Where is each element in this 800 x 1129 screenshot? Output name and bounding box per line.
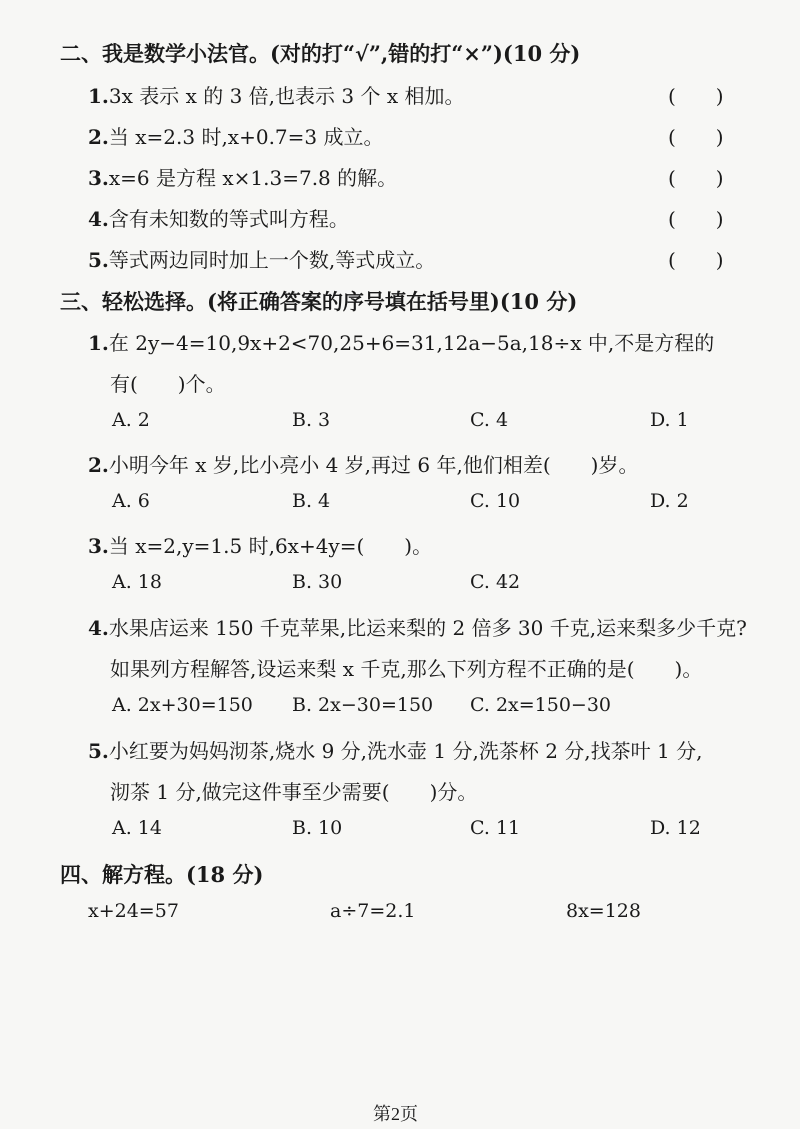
tf-item-4: [88, 203, 349, 232]
page-number: 第2页: [373, 1104, 418, 1124]
question-text-cont: 有( )个。: [110, 372, 226, 396]
tf-item-text: 含有未知数的等式叫方程。: [108, 207, 349, 231]
option-a[interactable]: A. 18: [112, 571, 162, 593]
option-d[interactable]: D. 2: [650, 490, 689, 512]
choice-question-1: [88, 327, 714, 356]
question-text: 水果店运来 150 千克苹果,比运来梨的 2 倍多 30 千克,运来梨多少千克?: [108, 616, 747, 640]
option-b[interactable]: B. 10: [292, 817, 343, 839]
option-c[interactable]: C. 4: [470, 409, 509, 431]
option-c[interactable]: C. 42: [470, 571, 521, 593]
equation-2: a÷7=2.1: [330, 900, 416, 922]
equation-3: 8x=128: [566, 900, 641, 922]
option-a[interactable]: A. 2: [112, 409, 150, 431]
question-text: 当 x=2,y=1.5 时,6x+4y=( )。: [108, 534, 433, 558]
tf-item-text: x=6 是方程 x×1.3=7.8 的解。: [108, 166, 398, 190]
tf-answer-paren-3[interactable]: ( ): [668, 166, 724, 190]
choice-question-2: [88, 449, 638, 478]
option-b[interactable]: B. 2x−30=150: [292, 694, 434, 716]
tf-answer-paren-4[interactable]: ( ): [668, 207, 724, 231]
tf-item-2: [88, 121, 384, 150]
tf-item-number: 5.: [88, 248, 109, 272]
option-a[interactable]: A. 14: [112, 817, 162, 839]
tf-item-3: [88, 162, 397, 191]
choice-question-3: [88, 530, 432, 559]
tf-item-number: 1.: [88, 84, 109, 108]
choice-question-5: [88, 735, 702, 764]
tf-item-number: 3.: [88, 166, 109, 190]
question-text: 小红要为妈妈沏茶,烧水 9 分,洗水壶 1 分,洗茶杯 2 分,找茶叶 1 分,: [108, 739, 703, 763]
question-number: 4.: [88, 616, 109, 640]
tf-item-text: 等式两边同时加上一个数,等式成立。: [108, 248, 436, 272]
tf-item-5: [88, 244, 435, 273]
tf-item-text: 当 x=2.3 时,x+0.7=3 成立。: [108, 125, 384, 149]
question-number: 1.: [88, 331, 109, 355]
question-text-cont: 沏茶 1 分,做完这件事至少需要( )分。: [110, 780, 478, 804]
question-number: 3.: [88, 534, 109, 558]
tf-item-number: 4.: [88, 207, 109, 231]
section4-title: 四、解方程。(18 分): [60, 862, 264, 887]
option-d[interactable]: D. 1: [650, 409, 689, 431]
option-a[interactable]: A. 2x+30=150: [112, 694, 253, 716]
tf-item-number: 2.: [88, 125, 109, 149]
option-b[interactable]: B. 4: [292, 490, 331, 512]
question-number: 2.: [88, 453, 109, 477]
option-d[interactable]: D. 12: [650, 817, 701, 839]
tf-item-1: [88, 80, 464, 109]
option-c[interactable]: C. 11: [470, 817, 521, 839]
option-c[interactable]: C. 2x=150−30: [470, 694, 612, 716]
tf-answer-paren-1[interactable]: ( ): [668, 84, 724, 108]
section2-title: 二、我是数学小法官。(对的打“√”,错的打“×”)(10 分): [60, 41, 581, 66]
question-text: 在 2y−4=10,9x+2<70,25+6=31,12a−5a,18÷x 中,不是方程的: [108, 331, 715, 355]
equation-1: x+24=57: [88, 900, 179, 922]
option-b[interactable]: B. 30: [292, 571, 343, 593]
option-c[interactable]: C. 10: [470, 490, 521, 512]
option-a[interactable]: A. 6: [112, 490, 150, 512]
tf-item-text: 3x 表示 x 的 3 倍,也表示 3 个 x 相加。: [108, 84, 465, 108]
tf-answer-paren-5[interactable]: ( ): [668, 248, 724, 272]
tf-answer-paren-2[interactable]: ( ): [668, 125, 724, 149]
choice-question-4: [88, 612, 747, 641]
option-b[interactable]: B. 3: [292, 409, 331, 431]
question-text: 小明今年 x 岁,比小亮小 4 岁,再过 6 年,他们相差( )岁。: [108, 453, 639, 477]
section3-title: 三、轻松选择。(将正确答案的序号填在括号里)(10 分): [60, 289, 578, 314]
question-number: 5.: [88, 739, 109, 763]
question-text-cont: 如果列方程解答,设运来梨 x 千克,那么下列方程不正确的是( )。: [110, 657, 703, 681]
